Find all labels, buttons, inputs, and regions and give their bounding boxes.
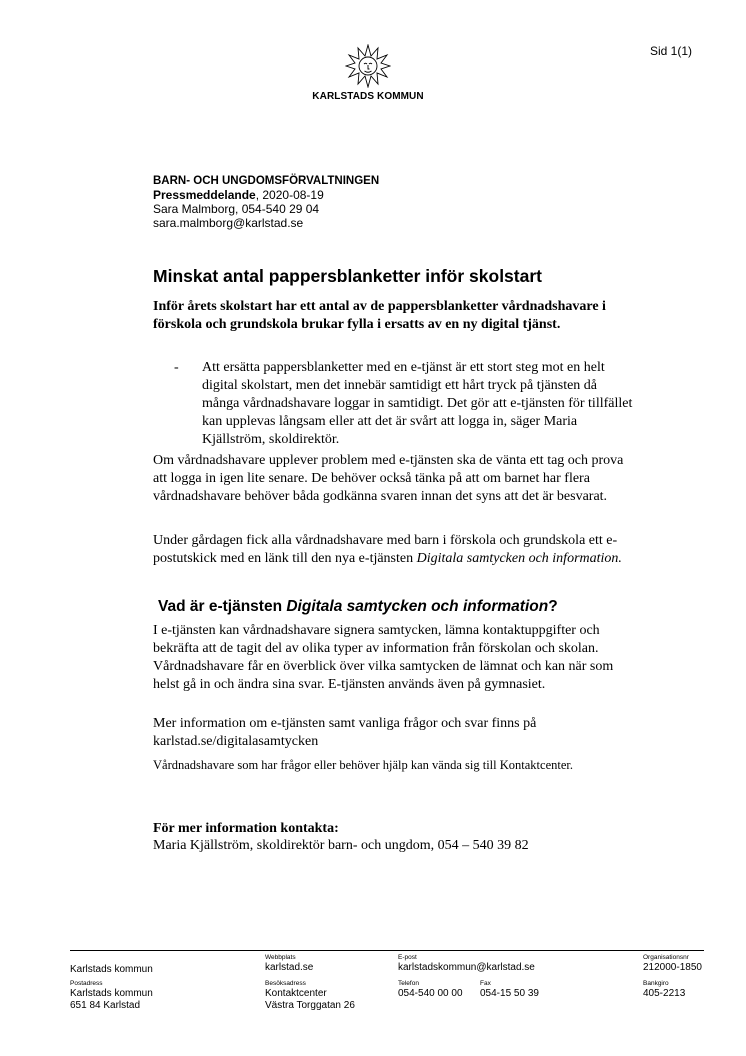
footer-divider — [70, 950, 704, 951]
paragraph-problems: Om vårdnadshavare upplever problem med e-tjänsten ska de vänta ett tag och prova att logga in igen lite senare. De behöver också tänka på att om barnet har flera vårdnadshavare behöver båda godkänna svaren innan det syns att det är besvarat. — [153, 453, 624, 504]
paragraph-email-sent — [153, 532, 638, 568]
subheadline-suffix: ? — [548, 598, 558, 615]
quote-text: Att ersätta pappersblanketter med en e-tjänst är ett stort steg mot en helt digital skolstart, men det innebär samtidigt ett hårt tryck på tjänsten då många vårdnadshavare loggar in samtidigt. Det gör att e-tjänsten för tillfället kan upplevas långsam eller att det är svårt att logga in, säger Maria Kjällström, skoldirektör. — [202, 360, 633, 447]
footer-email-value[interactable]: karlstadskommun@karlstad.se — [398, 962, 535, 973]
contact-heading: För mer information kontakta: — [153, 821, 339, 836]
footer-web-label: Webbplats — [265, 954, 296, 961]
footer-fax-label: Fax — [480, 980, 491, 987]
paragraph-service-description: I e-tjänsten kan vårdnadshavare signera samtycken, lämna kontaktuppgifter och bekräfta att de tagit del av olika typer av information från förskolan och skolan. Vårdnadshavare får en överblick över vilka samtycken de lämnat och kan när som helst gå in och ändra sina svar. E-tjänsten används även på gymnasiet. — [153, 623, 614, 692]
logo-text: KARLSTADS KOMMUN — [312, 91, 424, 102]
footer-postal-line2: 651 84 Karlstad — [70, 1000, 141, 1011]
footer-visit — [265, 980, 355, 1012]
quote-block — [174, 359, 634, 449]
paragraph-contact-center: Vårdnadshavare som har frågor eller behöver hjälp kan vända sig till Kontaktcenter. — [153, 758, 573, 772]
service-name-italic: Digitala samtycken och information. — [416, 551, 622, 566]
footer-orgnr-label: Organisationsnr — [643, 954, 689, 961]
press-label: Pressmeddelande — [153, 188, 256, 202]
sender-block — [153, 174, 379, 230]
subheadline-italic: Digitala samtycken och information — [286, 598, 549, 615]
press-date: , 2020-08-19 — [255, 188, 324, 202]
footer-postal-label: Postadress — [70, 980, 103, 987]
page-number: Sid 1(1) — [650, 44, 693, 58]
footer-org-name: Karlstads kommun — [70, 964, 153, 975]
footer-phone-value[interactable]: 054-540 00 00 — [398, 988, 463, 999]
logo — [300, 44, 436, 102]
footer-phone-label: Telefon — [398, 980, 419, 987]
footer-fax — [480, 980, 539, 1000]
paragraph-more-info — [153, 715, 638, 751]
footer-visit-line2: Västra Torggatan 26 — [265, 1000, 355, 1011]
footer-visit-label: Besöksadress — [265, 980, 306, 987]
contact-details: Maria Kjällström, skoldirektör barn- och ungdom, 054 – 540 39 82 — [153, 838, 529, 853]
footer-bankgiro-value: 405-2213 — [643, 988, 686, 999]
headline: Minskat antal pappersblanketter inför skolstart — [153, 266, 542, 286]
more-info-text: Mer information om e-tjänsten samt vanliga frågor och svar finns på — [153, 716, 537, 731]
footer-web — [265, 954, 313, 974]
contact-email: sara.malmborg@karlstad.se — [153, 216, 304, 230]
press-line — [153, 188, 379, 202]
contact-person: Sara Malmborg, 054-540 29 04 — [153, 202, 320, 216]
subheadline — [158, 598, 558, 616]
footer-orgnr-value: 212000-1850 — [643, 962, 702, 973]
lead-paragraph: Inför årets skolstart har ett antal av de pappersblanketter vårdnadshavare i förskola och grundskola brukar fylla i ersatts av en ny digital tjänst. — [153, 299, 606, 332]
footer-fax-value: 054-15 50 39 — [480, 988, 539, 999]
paragraph-email-text: Under gårdagen fick alla vårdnadshavare med barn i förskola och grundskola ett e-postutskick med en länk till den nya e-tjänsten — [153, 533, 618, 566]
footer-bankgiro-label: Bankgiro — [643, 980, 669, 987]
more-info-link[interactable]: karlstad.se/digitalasamtycken — [153, 734, 319, 749]
footer-phone — [398, 980, 463, 1000]
quote-dash: - — [174, 360, 179, 375]
subheadline-prefix: Vad är e-tjänsten — [158, 598, 287, 615]
sun-logo-icon — [345, 44, 391, 88]
department-name: BARN- OCH UNGDOMSFÖRVALTNINGEN — [153, 175, 380, 187]
footer-postal-line1: Karlstads kommun — [70, 988, 153, 999]
footer-visit-line1: Kontaktcenter — [265, 988, 327, 999]
footer-postal — [70, 980, 153, 1012]
footer-web-value[interactable]: karlstad.se — [265, 962, 314, 973]
footer-orgnr — [643, 954, 702, 974]
footer-email-label: E-post — [398, 954, 417, 961]
footer-email — [398, 954, 535, 974]
footer-bankgiro — [643, 980, 685, 1000]
